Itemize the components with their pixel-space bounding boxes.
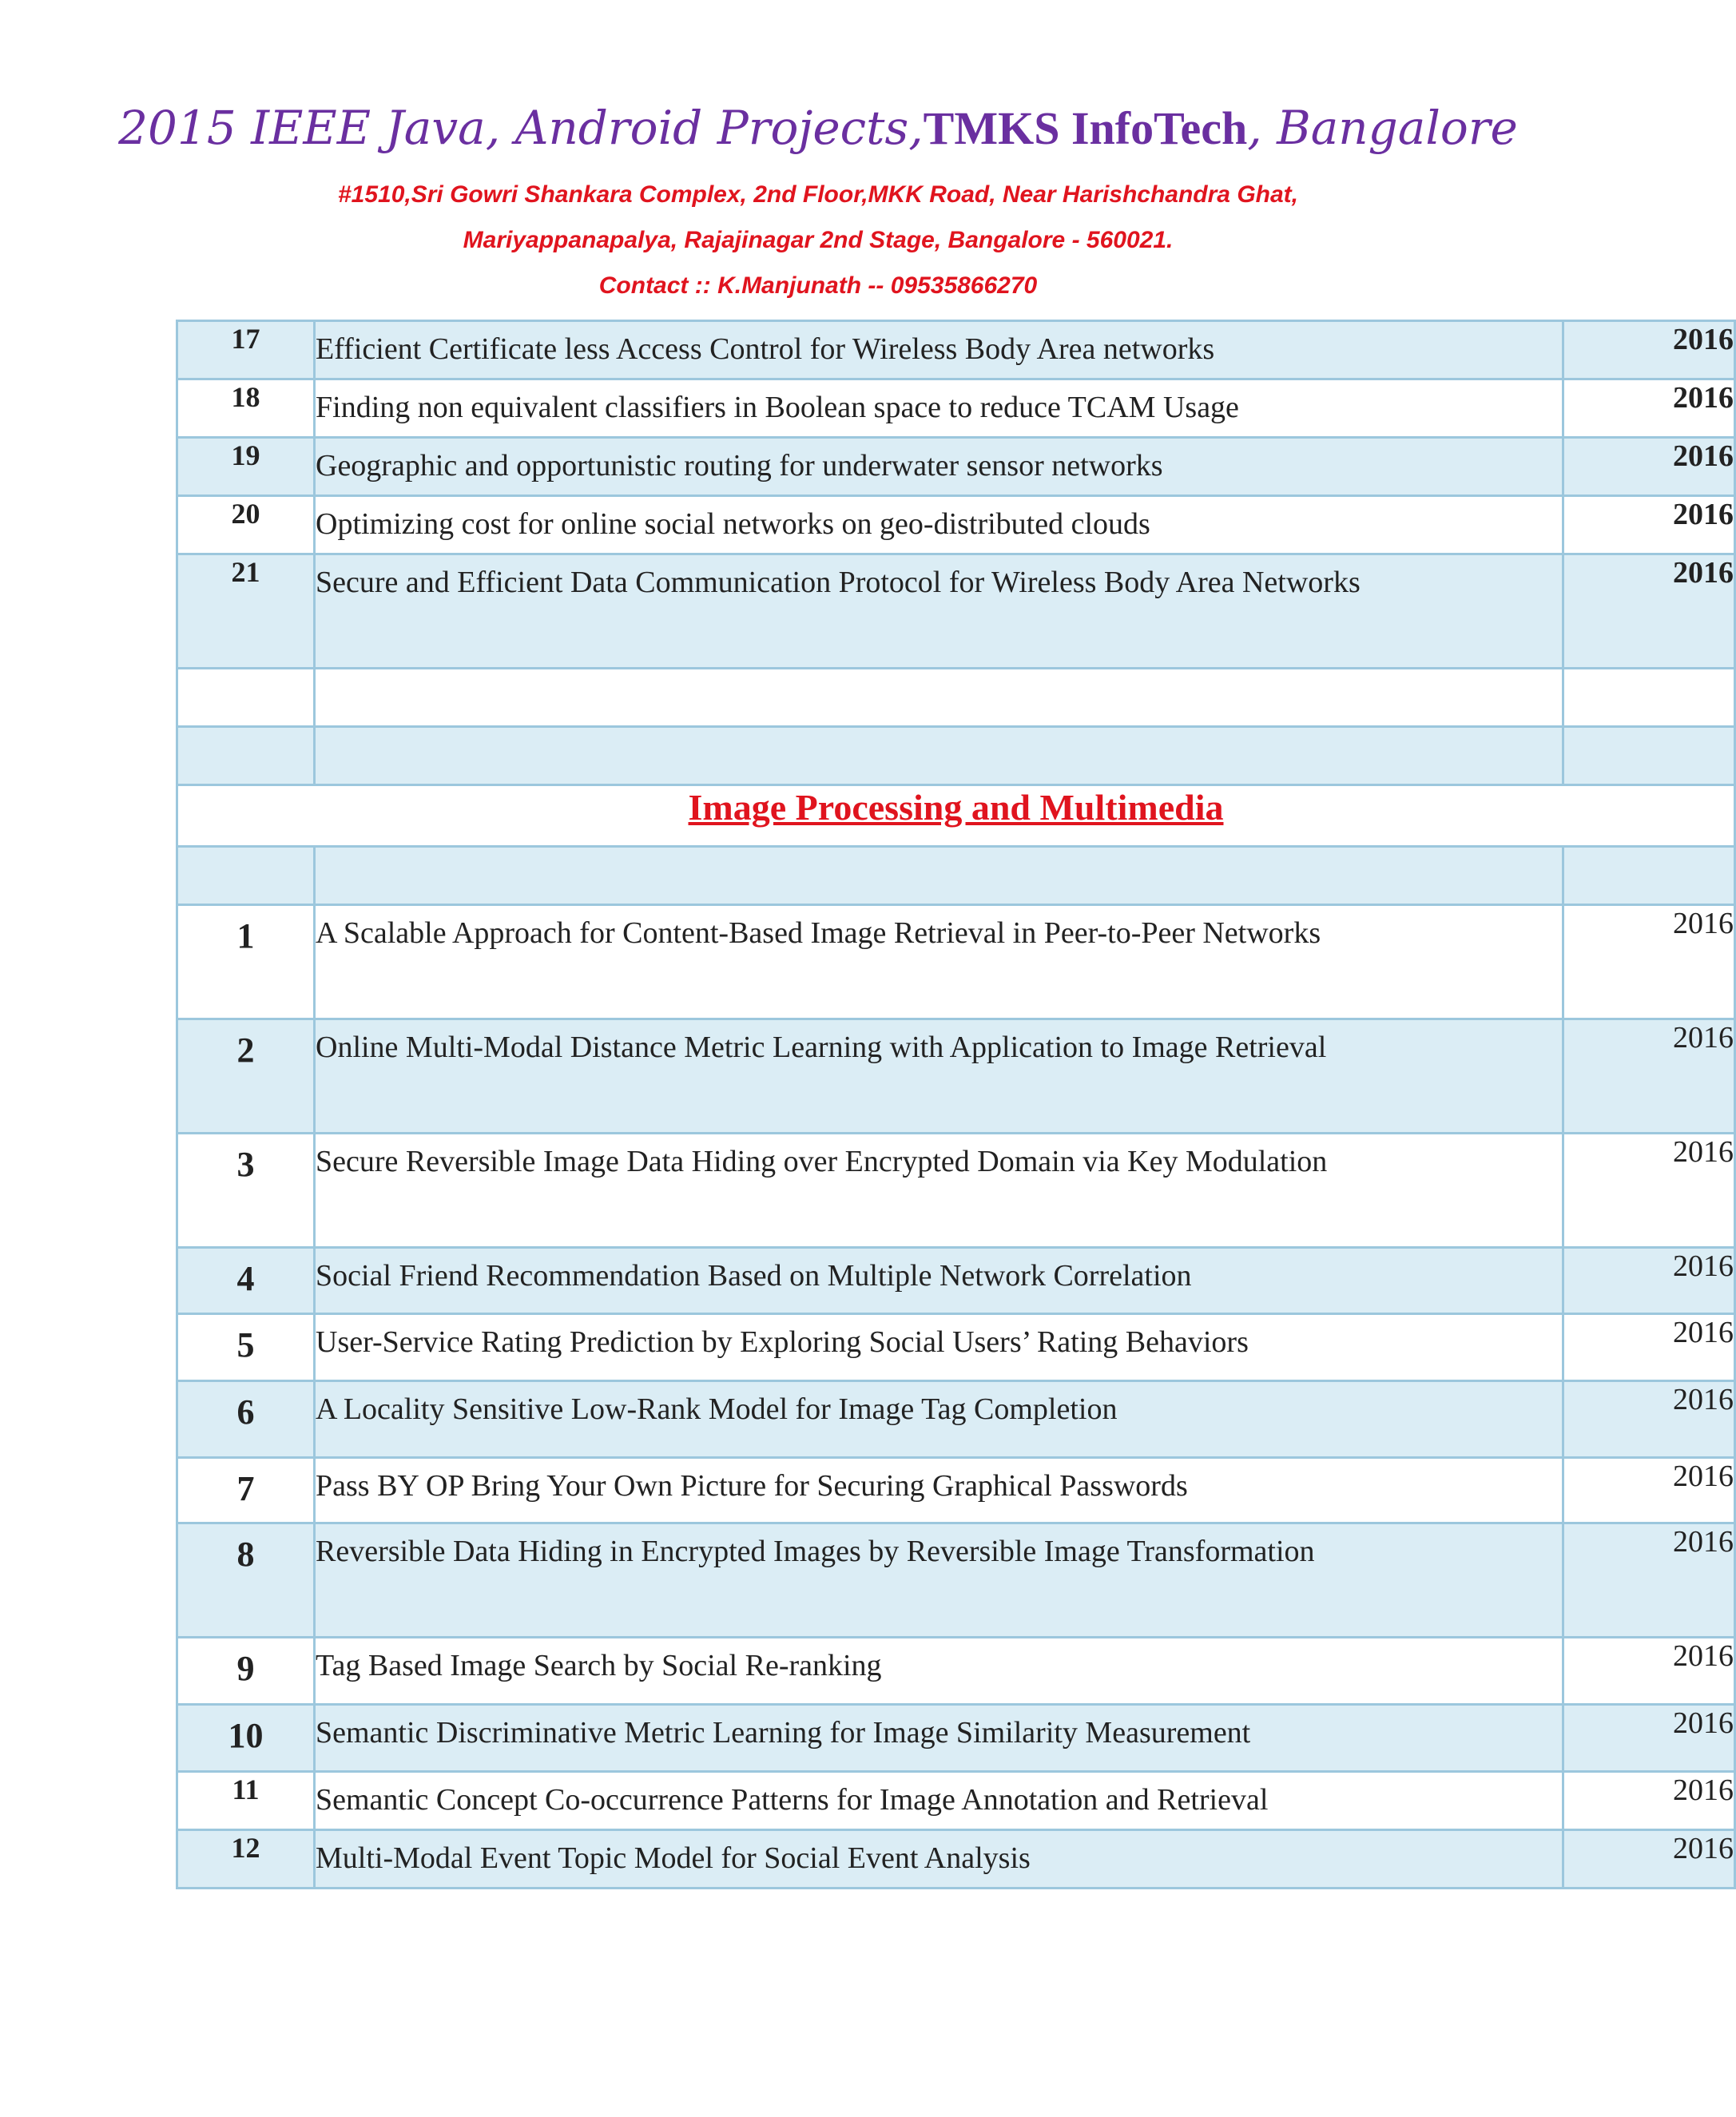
projects-table [176, 320, 1736, 1889]
empty-row [177, 727, 1735, 785]
row-year: 2016 [1563, 379, 1735, 438]
row-number: 12 [177, 1830, 315, 1889]
row-number: 21 [177, 554, 315, 669]
page-title [0, 96, 1636, 161]
empty-cell [1563, 669, 1735, 727]
row-number: 11 [177, 1772, 315, 1830]
row-title: Finding non equivalent classifiers in Boolean space to reduce TCAM Usage [315, 379, 1563, 438]
title-part-3: , Bangalore [1247, 101, 1518, 155]
row-title: Secure and Efficient Data Communication Protocol for Wireless Body Area Networks [315, 554, 1563, 669]
row-year: 2016 [1563, 1134, 1735, 1248]
section-heading-row [177, 785, 1735, 847]
row-number: 17 [177, 321, 315, 379]
row-number: 9 [177, 1638, 315, 1705]
table-row [177, 554, 1735, 669]
row-title: Efficient Certificate less Access Control for Wireless Body Area networks [315, 321, 1563, 379]
address-line-2: Mariyappanapalya, Rajajinagar 2nd Stage, Bangalore - 560021. [463, 227, 1174, 253]
row-title: Social Friend Recommendation Based on Multiple Network Correlation [315, 1248, 1563, 1314]
table-row [177, 1772, 1735, 1830]
contact-line: Contact :: K.Manjunath -- 09535866270 [598, 272, 1038, 299]
empty-cell [177, 727, 315, 785]
table-row [177, 321, 1735, 379]
row-number: 10 [177, 1705, 315, 1772]
row-title: Geographic and opportunistic routing for underwater sensor networks [315, 438, 1563, 496]
row-year: 2016 [1563, 438, 1735, 496]
row-title: Optimizing cost for online social networks on geo-distributed clouds [315, 496, 1563, 554]
row-year: 2016 [1563, 496, 1735, 554]
page-header [0, 96, 1636, 308]
table-row [177, 1523, 1735, 1638]
row-number: 2 [177, 1019, 315, 1134]
row-title: Semantic Discriminative Metric Learning for Image Similarity Measurement [315, 1705, 1563, 1772]
table-row [177, 1314, 1735, 1381]
row-year: 2016 [1563, 1248, 1735, 1314]
table-row [177, 1248, 1735, 1314]
table-row [177, 1830, 1735, 1889]
row-number: 3 [177, 1134, 315, 1248]
table-row [177, 1134, 1735, 1248]
table-row [177, 1381, 1735, 1458]
table-row [177, 1638, 1735, 1705]
row-number: 18 [177, 379, 315, 438]
row-year: 2016 [1563, 554, 1735, 669]
table-row [177, 496, 1735, 554]
row-year: 2016 [1563, 1458, 1735, 1523]
row-title: User-Service Rating Prediction by Exploring Social Users’ Rating Behaviors [315, 1314, 1563, 1381]
empty-cell [315, 669, 1563, 727]
title-company: TMKS InfoTech [923, 102, 1248, 154]
table-row [177, 379, 1735, 438]
row-year: 2016 [1563, 905, 1735, 1019]
title-part-1: 2015 IEEE Java, Android Projects, [118, 101, 924, 155]
empty-cell [315, 847, 1563, 905]
row-number: 1 [177, 905, 315, 1019]
row-number: 20 [177, 496, 315, 554]
row-year: 2016 [1563, 321, 1735, 379]
section-heading: Image Processing and Multimedia [688, 787, 1224, 828]
table-row [177, 1705, 1735, 1772]
row-title: Semantic Concept Co-occurrence Patterns for Image Annotation and Retrieval [315, 1772, 1563, 1830]
row-year: 2016 [1563, 1381, 1735, 1458]
row-number: 8 [177, 1523, 315, 1638]
row-number: 6 [177, 1381, 315, 1458]
table-row [177, 1019, 1735, 1134]
empty-cell [1563, 727, 1735, 785]
row-year: 2016 [1563, 1705, 1735, 1772]
row-title: Reversible Data Hiding in Encrypted Images by Reversible Image Transformation [315, 1523, 1563, 1638]
row-year: 2016 [1563, 1019, 1735, 1134]
row-year: 2016 [1563, 1638, 1735, 1705]
row-title: A Locality Sensitive Low-Rank Model for Image Tag Completion [315, 1381, 1563, 1458]
empty-cell [177, 669, 315, 727]
empty-row [177, 847, 1735, 905]
row-title: Multi-Modal Event Topic Model for Social Event Analysis [315, 1830, 1563, 1889]
table-row [177, 905, 1735, 1019]
empty-cell [1563, 847, 1735, 905]
row-year: 2016 [1563, 1772, 1735, 1830]
empty-cell [315, 727, 1563, 785]
row-year: 2016 [1563, 1523, 1735, 1638]
row-year: 2016 [1563, 1830, 1735, 1889]
row-number: 19 [177, 438, 315, 496]
table-row [177, 1458, 1735, 1523]
row-title: Pass BY OP Bring Your Own Picture for Securing Graphical Passwords [315, 1458, 1563, 1523]
row-title: Tag Based Image Search by Social Re-ranking [315, 1638, 1563, 1705]
empty-row [177, 669, 1735, 727]
row-title: Secure Reversible Image Data Hiding over Encrypted Domain via Key Modulation [315, 1134, 1563, 1248]
table-row [177, 438, 1735, 496]
row-number: 4 [177, 1248, 315, 1314]
address-line-1: #1510,Sri Gowri Shankara Complex, 2nd Floor,MKK Road, Near Harishchandra Ghat, [337, 181, 1298, 208]
row-year: 2016 [1563, 1314, 1735, 1381]
section-heading-cell [177, 785, 1735, 847]
empty-cell [177, 847, 315, 905]
row-number: 7 [177, 1458, 315, 1523]
row-title: Online Multi-Modal Distance Metric Learning with Application to Image Retrieval [315, 1019, 1563, 1134]
row-title: A Scalable Approach for Content-Based Image Retrieval in Peer-to-Peer Networks [315, 905, 1563, 1019]
row-number: 5 [177, 1314, 315, 1381]
